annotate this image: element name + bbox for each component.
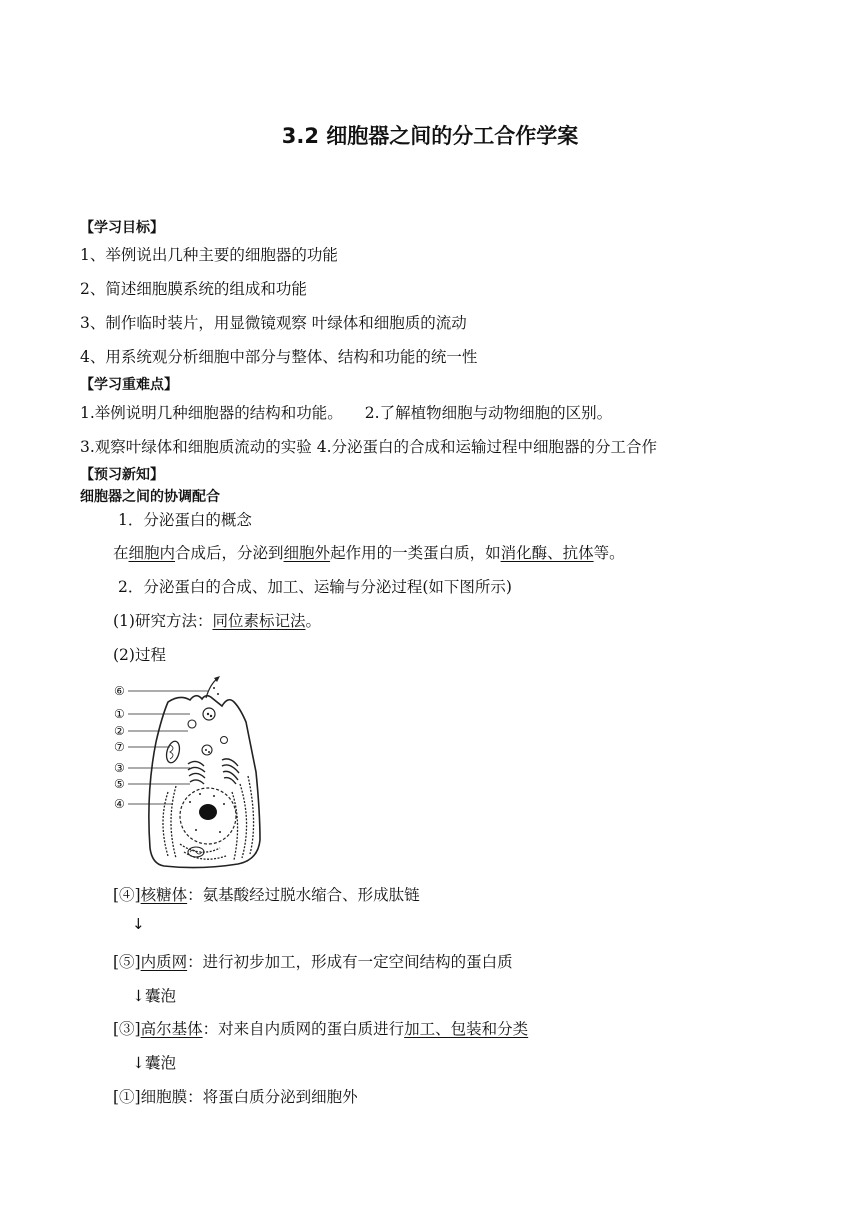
answer-golgi-function: 加工、包装和分类	[404, 1020, 529, 1038]
text: 在	[113, 544, 129, 562]
vesicle-arrow-2: ↓囊泡	[132, 1054, 176, 1072]
goal-item-1: 1、举例说出几种主要的细胞器的功能	[80, 246, 338, 264]
preview-subheading: 细胞器之间的协调配合	[80, 489, 220, 505]
key-point-2: 2.了解植物细胞与动物细胞的区别。	[364, 404, 613, 422]
step-text: ：氨基酸经过脱水缩合、形成肽链	[187, 886, 420, 904]
text: 合成后，分泌到	[175, 544, 284, 562]
key-points-line-1	[80, 401, 612, 423]
goal-item-3: 3、制作临时装片，用显微镜观察 叶绿体和细胞质的流动	[80, 314, 467, 332]
answer-extracellular: 细胞外	[283, 544, 331, 562]
key-points-line-2: 3.观察叶绿体和细胞质流动的实验 4.分泌蛋白的合成和运输过程中细胞器的分工合作	[80, 438, 658, 456]
label-5: ⑤	[114, 777, 125, 791]
vesicle-arrow-1: ↓囊泡	[132, 987, 176, 1005]
answer-ribosome: 核糖体	[140, 886, 188, 904]
method-line	[113, 609, 321, 631]
preview-heading: 【预习新知】	[80, 467, 164, 483]
step-er	[113, 950, 513, 972]
label-3: ③	[114, 761, 125, 775]
step-ribosome	[113, 883, 420, 905]
concept-text	[113, 541, 625, 563]
label-2: ②	[114, 724, 125, 738]
answer-examples: 消化酶、抗体	[500, 544, 594, 562]
step-text: ：对来自内质网的蛋白质进行	[202, 1020, 405, 1038]
label-7: ⑦	[114, 740, 125, 754]
step-number: [④]	[113, 886, 141, 904]
process-label: (2)过程	[113, 646, 166, 664]
answer-er: 内质网	[140, 953, 188, 971]
process-title: 2．分泌蛋白的合成、加工、运输与分泌过程(如下图所示)	[118, 578, 512, 596]
step-text: 细胞膜：将蛋白质分泌到细胞外	[140, 1088, 358, 1106]
step-number: [③]	[113, 1020, 141, 1038]
step-number: [①]	[113, 1088, 141, 1106]
label-4: ④	[114, 797, 125, 811]
method-label: (1)研究方法：	[113, 612, 213, 630]
goals-heading: 【学习目标】	[80, 220, 164, 236]
key-point-1: 1.举例说明几种细胞器的结构和功能。	[80, 404, 343, 422]
text: 等。	[593, 544, 625, 562]
text: 起作用的一类蛋白质，如	[330, 544, 501, 562]
step-golgi	[113, 1017, 528, 1039]
label-1: ①	[114, 707, 125, 721]
key-points-heading: 【学习重难点】	[80, 377, 178, 393]
answer-golgi: 高尔基体	[140, 1020, 203, 1038]
answer-method: 同位素标记法	[212, 612, 306, 630]
page-title: 3.2 细胞器之间的分工合作学案	[281, 124, 579, 148]
step-text: ：进行初步加工，形成有一定空间结构的蛋白质	[187, 953, 513, 971]
down-arrow-icon: ↓	[132, 915, 145, 933]
secretory-cell-diagram	[110, 672, 290, 878]
answer-intracellular: 细胞内	[128, 544, 176, 562]
goal-item-2: 2、简述细胞膜系统的组成和功能	[80, 280, 307, 298]
text: 。	[305, 612, 321, 630]
concept-title: 1．分泌蛋白的概念	[118, 511, 252, 529]
goal-item-4: 4、用系统观分析细胞中部分与整体、结构和功能的统一性	[80, 348, 478, 366]
step-number: [⑤]	[113, 953, 141, 971]
label-6: ⑥	[114, 684, 125, 698]
step-membrane	[113, 1085, 358, 1107]
